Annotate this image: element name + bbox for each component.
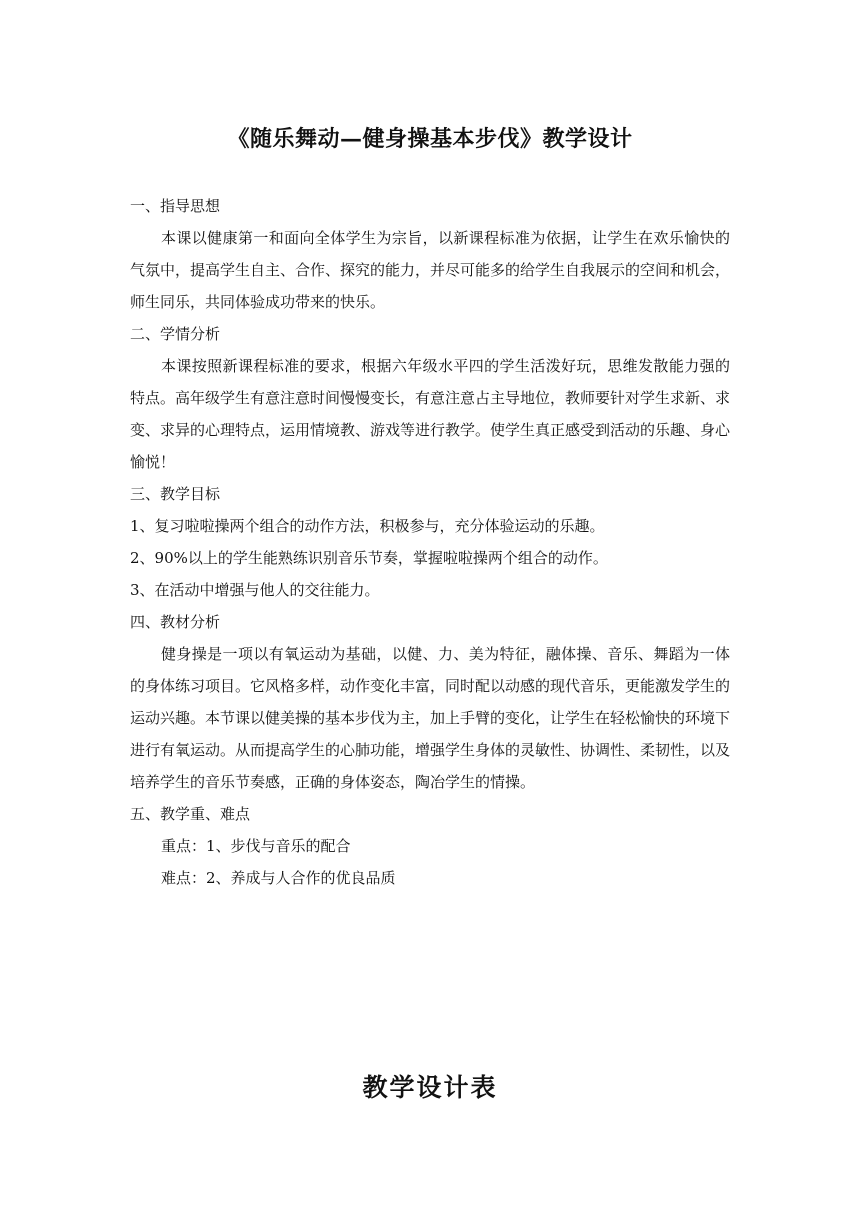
section-heading: 一、指导思想 [130, 197, 221, 215]
key-point: 重点：1、步伐与音乐的配合 [161, 837, 351, 855]
section-key-difficult-points [130, 798, 730, 894]
section-heading: 二、学情分析 [130, 325, 221, 343]
section-material-analysis [130, 606, 730, 798]
section-guiding-ideology [130, 190, 730, 318]
section-paragraph: 本课以健康第一和面向全体学生为宗旨，以新课程标准为依据，让学生在欢乐愉快的气氛中，提高学生自主、合作、探究的能力，并尽可能多的给学生自我展示的空间和机会，师生同乐，共同体验成功带来的快乐。 [130, 229, 731, 311]
teaching-design-table-title: 教学设计表 [362, 1073, 498, 1102]
section-teaching-objectives [130, 478, 730, 606]
section-paragraph: 健身操是一项以有氧运动为基础，以健、力、美为特征，融体操、音乐、舞蹈为一体的身体练习项目。它风格多样，动作变化丰富，同时配以动感的现代音乐，更能激发学生的运动兴趣。本节课以健美操的基本步伐为主，加上手臂的变化，让学生在轻松愉快的环境下进行有氧运动。从而提高学生的心肺功能，增强学生身体的灵敏性、协调性、柔韧性，以及培养学生的音乐节奏感，正确的身体姿态，陶冶学生的情操。 [130, 645, 731, 791]
difficult-point: 难点：2、养成与人合作的优良品质 [161, 869, 396, 887]
section-heading: 五、教学重、难点 [130, 805, 251, 823]
section-heading: 四、教材分析 [130, 613, 221, 631]
section-student-analysis [130, 318, 730, 478]
section-paragraph: 本课按照新课程标准的要求，根据六年级水平四的学生活泼好玩，思维发散能力强的特点。高年级学生有意注意时间慢慢变长，有意注意占主导地位，教师要针对学生求新、求变、求异的心理特点，运用情境教、游戏等进行教学。使学生真正感受到活动的乐趣、身心愉悦！ [130, 357, 731, 471]
document-body [130, 190, 730, 894]
document-title: 《随乐舞动—健身操基本步伐》教学设计 [227, 126, 633, 152]
objective-item: 2、90%以上的学生能熟练识别音乐节奏，掌握啦啦操两个组合的动作。 [130, 549, 608, 567]
objective-item: 3、在活动中增强与他人的交往能力。 [130, 581, 380, 599]
objective-item: 1、复习啦啦操两个组合的动作方法，积极参与，充分体验运动的乐趣。 [130, 517, 605, 535]
section-heading: 三、教学目标 [130, 485, 221, 503]
